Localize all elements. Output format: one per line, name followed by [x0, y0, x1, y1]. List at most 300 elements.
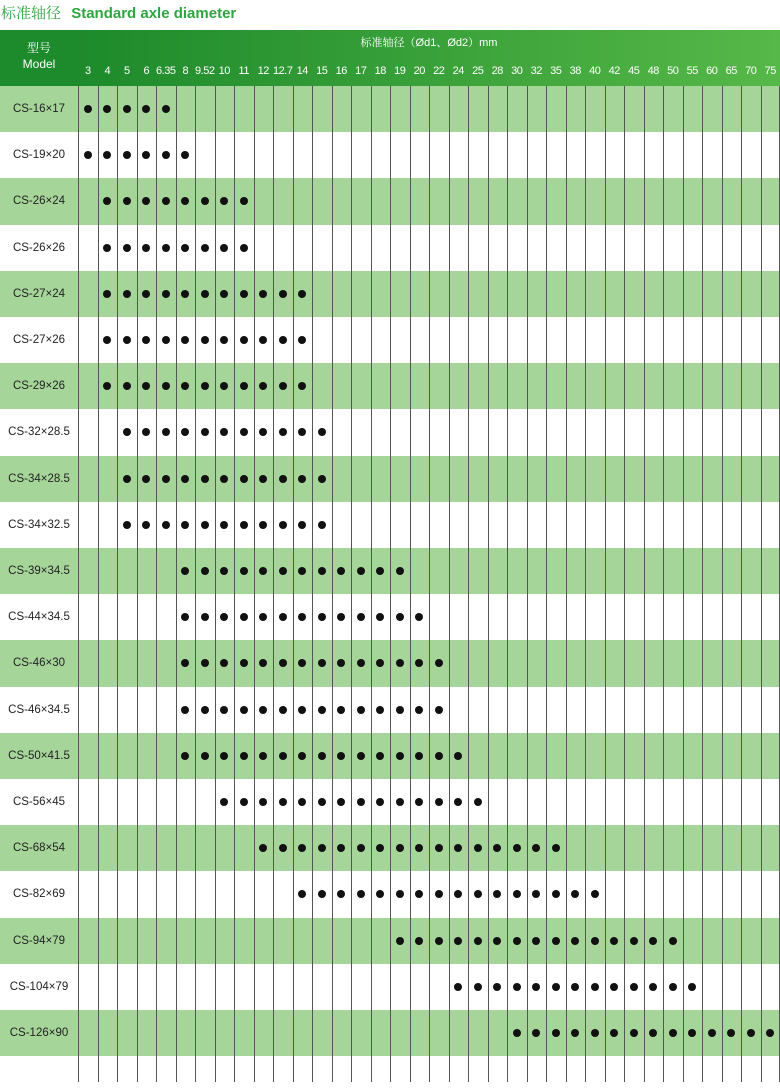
availability-dot [415, 613, 423, 621]
availability-dot [298, 382, 306, 390]
availability-dot [415, 798, 423, 806]
size-header-cell: 48 [647, 65, 659, 77]
availability-dot [513, 844, 521, 852]
availability-dot [610, 1029, 618, 1037]
availability-dot [259, 659, 267, 667]
availability-dot [240, 752, 248, 760]
availability-dot [493, 937, 501, 945]
availability-dot [103, 151, 111, 159]
size-header-cell: 65 [725, 65, 737, 77]
availability-dot [357, 613, 365, 621]
availability-dot [201, 706, 209, 714]
availability-dot [162, 105, 170, 113]
availability-dot [142, 521, 150, 529]
column-divider [390, 86, 391, 1082]
availability-dot [201, 521, 209, 529]
availability-dot [181, 706, 189, 714]
availability-dot [298, 290, 306, 298]
availability-dot [513, 983, 521, 991]
column-divider [273, 86, 274, 1082]
availability-dot [298, 752, 306, 760]
column-divider [429, 86, 430, 1082]
size-header-cell: 19 [394, 65, 406, 77]
availability-dot [474, 890, 482, 898]
size-header-cell: 38 [569, 65, 581, 77]
availability-dot [181, 521, 189, 529]
availability-dot [376, 890, 384, 898]
availability-dot [259, 706, 267, 714]
availability-dot [201, 475, 209, 483]
availability-dot [532, 844, 540, 852]
availability-dot [532, 890, 540, 898]
availability-dot [415, 706, 423, 714]
availability-dot [435, 752, 443, 760]
size-header-cell: 4 [104, 65, 111, 77]
availability-dot [279, 752, 287, 760]
availability-dot [142, 475, 150, 483]
availability-dot [415, 752, 423, 760]
availability-dot [162, 428, 170, 436]
availability-dot [240, 475, 248, 483]
column-divider [254, 86, 255, 1082]
availability-dot [630, 1029, 638, 1037]
availability-dot [181, 613, 189, 621]
availability-dot [532, 983, 540, 991]
availability-dot [610, 983, 618, 991]
availability-dot [220, 706, 228, 714]
model-cell: CS-104×79 [9, 980, 69, 993]
availability-dot [142, 336, 150, 344]
availability-dot [337, 659, 345, 667]
availability-dot [220, 382, 228, 390]
availability-dot [279, 475, 287, 483]
availability-dot [474, 844, 482, 852]
size-header-cell: 50 [667, 65, 679, 77]
model-cell: CS-29×26 [12, 380, 66, 393]
column-divider [546, 86, 547, 1082]
column-divider [371, 86, 372, 1082]
availability-dot [123, 151, 131, 159]
availability-dot [396, 706, 404, 714]
availability-dot [513, 1029, 521, 1037]
availability-dot [259, 844, 267, 852]
availability-dot [435, 706, 443, 714]
availability-dot [357, 890, 365, 898]
availability-dot [376, 613, 384, 621]
availability-dot [376, 706, 384, 714]
availability-dot [396, 844, 404, 852]
availability-dot [298, 428, 306, 436]
size-header-cell: 45 [628, 65, 640, 77]
availability-dot [298, 613, 306, 621]
availability-dot [259, 798, 267, 806]
column-divider [644, 86, 645, 1082]
availability-dot [376, 798, 384, 806]
availability-dot [454, 983, 462, 991]
availability-dot [669, 937, 677, 945]
availability-dot [181, 244, 189, 252]
availability-dot [357, 844, 365, 852]
availability-dot [766, 1029, 774, 1037]
availability-dot [318, 428, 326, 436]
availability-dot [532, 1029, 540, 1037]
model-cell: CS-26×24 [12, 195, 66, 208]
size-header-cell: 24 [452, 65, 464, 77]
column-divider [624, 86, 625, 1082]
availability-dot [103, 382, 111, 390]
model-cell: CS-46×30 [12, 657, 66, 670]
availability-dot [298, 844, 306, 852]
availability-dot [454, 890, 462, 898]
availability-dot [318, 798, 326, 806]
availability-dot [162, 475, 170, 483]
availability-dot [123, 290, 131, 298]
availability-dot [337, 798, 345, 806]
model-header-zh: 型号 [26, 41, 51, 55]
column-divider [722, 86, 723, 1082]
model-cell: CS-46×34.5 [8, 703, 70, 716]
availability-dot [552, 1029, 560, 1037]
availability-dot [103, 244, 111, 252]
availability-dot [669, 983, 677, 991]
size-header-cell: 15 [316, 65, 328, 77]
availability-dot [396, 659, 404, 667]
availability-dot [571, 983, 579, 991]
availability-dot [142, 151, 150, 159]
axle-diameter-table [0, 30, 780, 1082]
title-english: Standard axle diameter [71, 5, 237, 22]
model-cell: CS-94×79 [12, 934, 66, 947]
availability-dot [220, 244, 228, 252]
column-divider [741, 86, 742, 1082]
availability-dot [181, 659, 189, 667]
model-cell: CS-34×32.5 [8, 518, 70, 531]
availability-dot [357, 706, 365, 714]
availability-dot [688, 1029, 696, 1037]
availability-dot [415, 937, 423, 945]
availability-dot [240, 290, 248, 298]
size-header-cell: 14 [296, 65, 308, 77]
model-cell: CS-16×17 [12, 103, 66, 115]
availability-dot [181, 151, 189, 159]
size-header-cell: 42 [608, 65, 620, 77]
availability-dot [552, 890, 560, 898]
availability-dot [493, 983, 501, 991]
size-header-cell: 30 [511, 65, 523, 77]
availability-dot [357, 659, 365, 667]
availability-dot [162, 521, 170, 529]
availability-dot [201, 567, 209, 575]
column-divider [683, 86, 684, 1082]
availability-dot [318, 844, 326, 852]
column-divider [663, 86, 664, 1082]
availability-dot [279, 844, 287, 852]
availability-dot [337, 706, 345, 714]
availability-dot [435, 937, 443, 945]
size-header-cell: 10 [218, 65, 230, 77]
availability-dot [357, 798, 365, 806]
availability-dot [279, 613, 287, 621]
availability-dot [259, 613, 267, 621]
availability-dot [532, 937, 540, 945]
size-header-cell: 55 [686, 65, 698, 77]
availability-dot [415, 659, 423, 667]
availability-dot [103, 336, 111, 344]
availability-dot [376, 752, 384, 760]
availability-dot [318, 521, 326, 529]
availability-dot [435, 890, 443, 898]
availability-dot [552, 844, 560, 852]
availability-dot [259, 382, 267, 390]
column-divider [293, 86, 294, 1082]
availability-dot [162, 290, 170, 298]
availability-dot [591, 890, 599, 898]
availability-dot [259, 521, 267, 529]
size-header-cell: 3 [84, 65, 91, 77]
availability-dot [240, 567, 248, 575]
model-header-en: Model [22, 57, 56, 71]
availability-dot [123, 475, 131, 483]
size-header-cell: 8 [182, 65, 189, 77]
availability-dot [337, 567, 345, 575]
availability-dot [201, 659, 209, 667]
size-header-cell: 18 [374, 65, 386, 77]
availability-dot [513, 937, 521, 945]
availability-dot [474, 983, 482, 991]
availability-dot [454, 937, 462, 945]
availability-dot [162, 382, 170, 390]
availability-dot [279, 290, 287, 298]
column-divider [195, 86, 196, 1082]
availability-dot [201, 752, 209, 760]
column-divider [332, 86, 333, 1082]
availability-dot [220, 521, 228, 529]
availability-dot [552, 937, 560, 945]
model-cell: CS-19×20 [12, 149, 66, 162]
availability-dot [181, 752, 189, 760]
column-divider [176, 86, 177, 1082]
size-header-cell: 60 [706, 65, 718, 77]
size-header-cell: 40 [589, 65, 601, 77]
availability-dot [747, 1029, 755, 1037]
diameter-group-header: 标准轴径（Ød1、Ød2）mm [78, 30, 780, 56]
size-header-cell: 20 [413, 65, 425, 77]
title-chinese: 标准轴径 [1, 5, 62, 22]
availability-dot [279, 659, 287, 667]
availability-dot [240, 613, 248, 621]
availability-dot [220, 290, 228, 298]
availability-dot [123, 197, 131, 205]
availability-dot [259, 336, 267, 344]
availability-dot [103, 197, 111, 205]
model-cell: CS-44×34.5 [8, 611, 70, 624]
availability-dot [474, 798, 482, 806]
column-divider [566, 86, 567, 1082]
availability-dot [181, 567, 189, 575]
diameter-size-header-row [78, 56, 780, 86]
availability-dot [571, 1029, 579, 1037]
availability-dot [396, 613, 404, 621]
size-header-cell: 70 [745, 65, 757, 77]
availability-dot [142, 382, 150, 390]
availability-dot [201, 197, 209, 205]
availability-dot [396, 890, 404, 898]
availability-dot [240, 382, 248, 390]
availability-dot [337, 752, 345, 760]
availability-dot [201, 428, 209, 436]
availability-dot [162, 244, 170, 252]
column-divider [215, 86, 216, 1082]
availability-dot [474, 937, 482, 945]
availability-dot [279, 428, 287, 436]
column-divider [488, 86, 489, 1082]
availability-dot [571, 890, 579, 898]
availability-dot [279, 706, 287, 714]
availability-dot [337, 844, 345, 852]
availability-dot [649, 983, 657, 991]
availability-dot [220, 659, 228, 667]
model-cell: CS-68×54 [12, 842, 66, 855]
availability-dot [201, 244, 209, 252]
availability-dot [337, 890, 345, 898]
availability-dot [240, 428, 248, 436]
availability-dot [84, 151, 92, 159]
size-header-cell: 25 [472, 65, 484, 77]
availability-dot [142, 244, 150, 252]
column-divider [156, 86, 157, 1082]
column-divider [527, 86, 528, 1082]
column-divider [312, 86, 313, 1082]
availability-dot [376, 567, 384, 575]
model-cell: CS-32×28.5 [8, 426, 70, 439]
availability-dot [708, 1029, 716, 1037]
column-divider [449, 86, 450, 1082]
column-divider [468, 86, 469, 1082]
availability-dot [279, 521, 287, 529]
availability-dot [357, 752, 365, 760]
availability-dot [181, 290, 189, 298]
column-divider [351, 86, 352, 1082]
size-header-cell: 12.7 [273, 65, 293, 77]
availability-dot [298, 706, 306, 714]
availability-dot [259, 290, 267, 298]
availability-dot [142, 197, 150, 205]
availability-dot [240, 336, 248, 344]
column-divider [234, 86, 235, 1082]
column-divider [117, 86, 118, 1082]
availability-dot [162, 151, 170, 159]
model-column-header [0, 30, 78, 86]
availability-dot [318, 475, 326, 483]
availability-dot [162, 336, 170, 344]
availability-dot [240, 659, 248, 667]
availability-dot [298, 798, 306, 806]
availability-dot [220, 752, 228, 760]
availability-dot [298, 336, 306, 344]
availability-dot [123, 428, 131, 436]
availability-dot [279, 798, 287, 806]
availability-dot [649, 937, 657, 945]
availability-dot [493, 890, 501, 898]
size-header-cell: 11 [238, 65, 249, 77]
column-divider [761, 86, 762, 1082]
availability-dot [376, 659, 384, 667]
availability-dot [162, 197, 170, 205]
availability-dot [610, 937, 618, 945]
availability-dot [376, 844, 384, 852]
availability-dot [142, 428, 150, 436]
column-divider [137, 86, 138, 1082]
availability-dot [259, 567, 267, 575]
availability-dot [454, 798, 462, 806]
availability-dot [142, 290, 150, 298]
availability-dot [181, 475, 189, 483]
availability-dot [552, 983, 560, 991]
availability-dot [240, 706, 248, 714]
availability-dot [396, 752, 404, 760]
availability-dot [201, 336, 209, 344]
availability-dot [240, 244, 248, 252]
availability-dot [279, 336, 287, 344]
availability-dot [396, 567, 404, 575]
availability-dot [220, 475, 228, 483]
availability-dot [181, 428, 189, 436]
availability-dot [259, 475, 267, 483]
size-header-cell: 28 [491, 65, 503, 77]
availability-dot [591, 1029, 599, 1037]
availability-dot [220, 613, 228, 621]
availability-dot [259, 752, 267, 760]
availability-dot [123, 244, 131, 252]
availability-dot [84, 105, 92, 113]
availability-dot [415, 890, 423, 898]
size-header-cell: 35 [550, 65, 562, 77]
availability-dot [123, 336, 131, 344]
size-header-cell: 17 [355, 65, 367, 77]
availability-dot [181, 382, 189, 390]
availability-dot [103, 105, 111, 113]
availability-dot [649, 1029, 657, 1037]
availability-dot [396, 937, 404, 945]
size-header-cell: 6.35 [156, 65, 176, 77]
availability-dot [240, 197, 248, 205]
availability-dot [669, 1029, 677, 1037]
availability-dot [493, 844, 501, 852]
size-header-cell: 6 [143, 65, 150, 77]
availability-dot [591, 983, 599, 991]
availability-dot [415, 844, 423, 852]
availability-dot [220, 197, 228, 205]
availability-dot [318, 613, 326, 621]
availability-dot [298, 890, 306, 898]
availability-dot [142, 105, 150, 113]
column-divider [98, 86, 99, 1082]
availability-dot [337, 613, 345, 621]
availability-dot [181, 336, 189, 344]
availability-dot [201, 382, 209, 390]
availability-dot [123, 521, 131, 529]
availability-dot [318, 567, 326, 575]
availability-dot [201, 290, 209, 298]
availability-dot [220, 567, 228, 575]
availability-dot [240, 798, 248, 806]
availability-dot [123, 382, 131, 390]
size-header-cell: 32 [530, 65, 542, 77]
availability-dot [220, 428, 228, 436]
model-cell: CS-50×41.5 [8, 749, 70, 762]
availability-dot [220, 336, 228, 344]
availability-dot [279, 567, 287, 575]
